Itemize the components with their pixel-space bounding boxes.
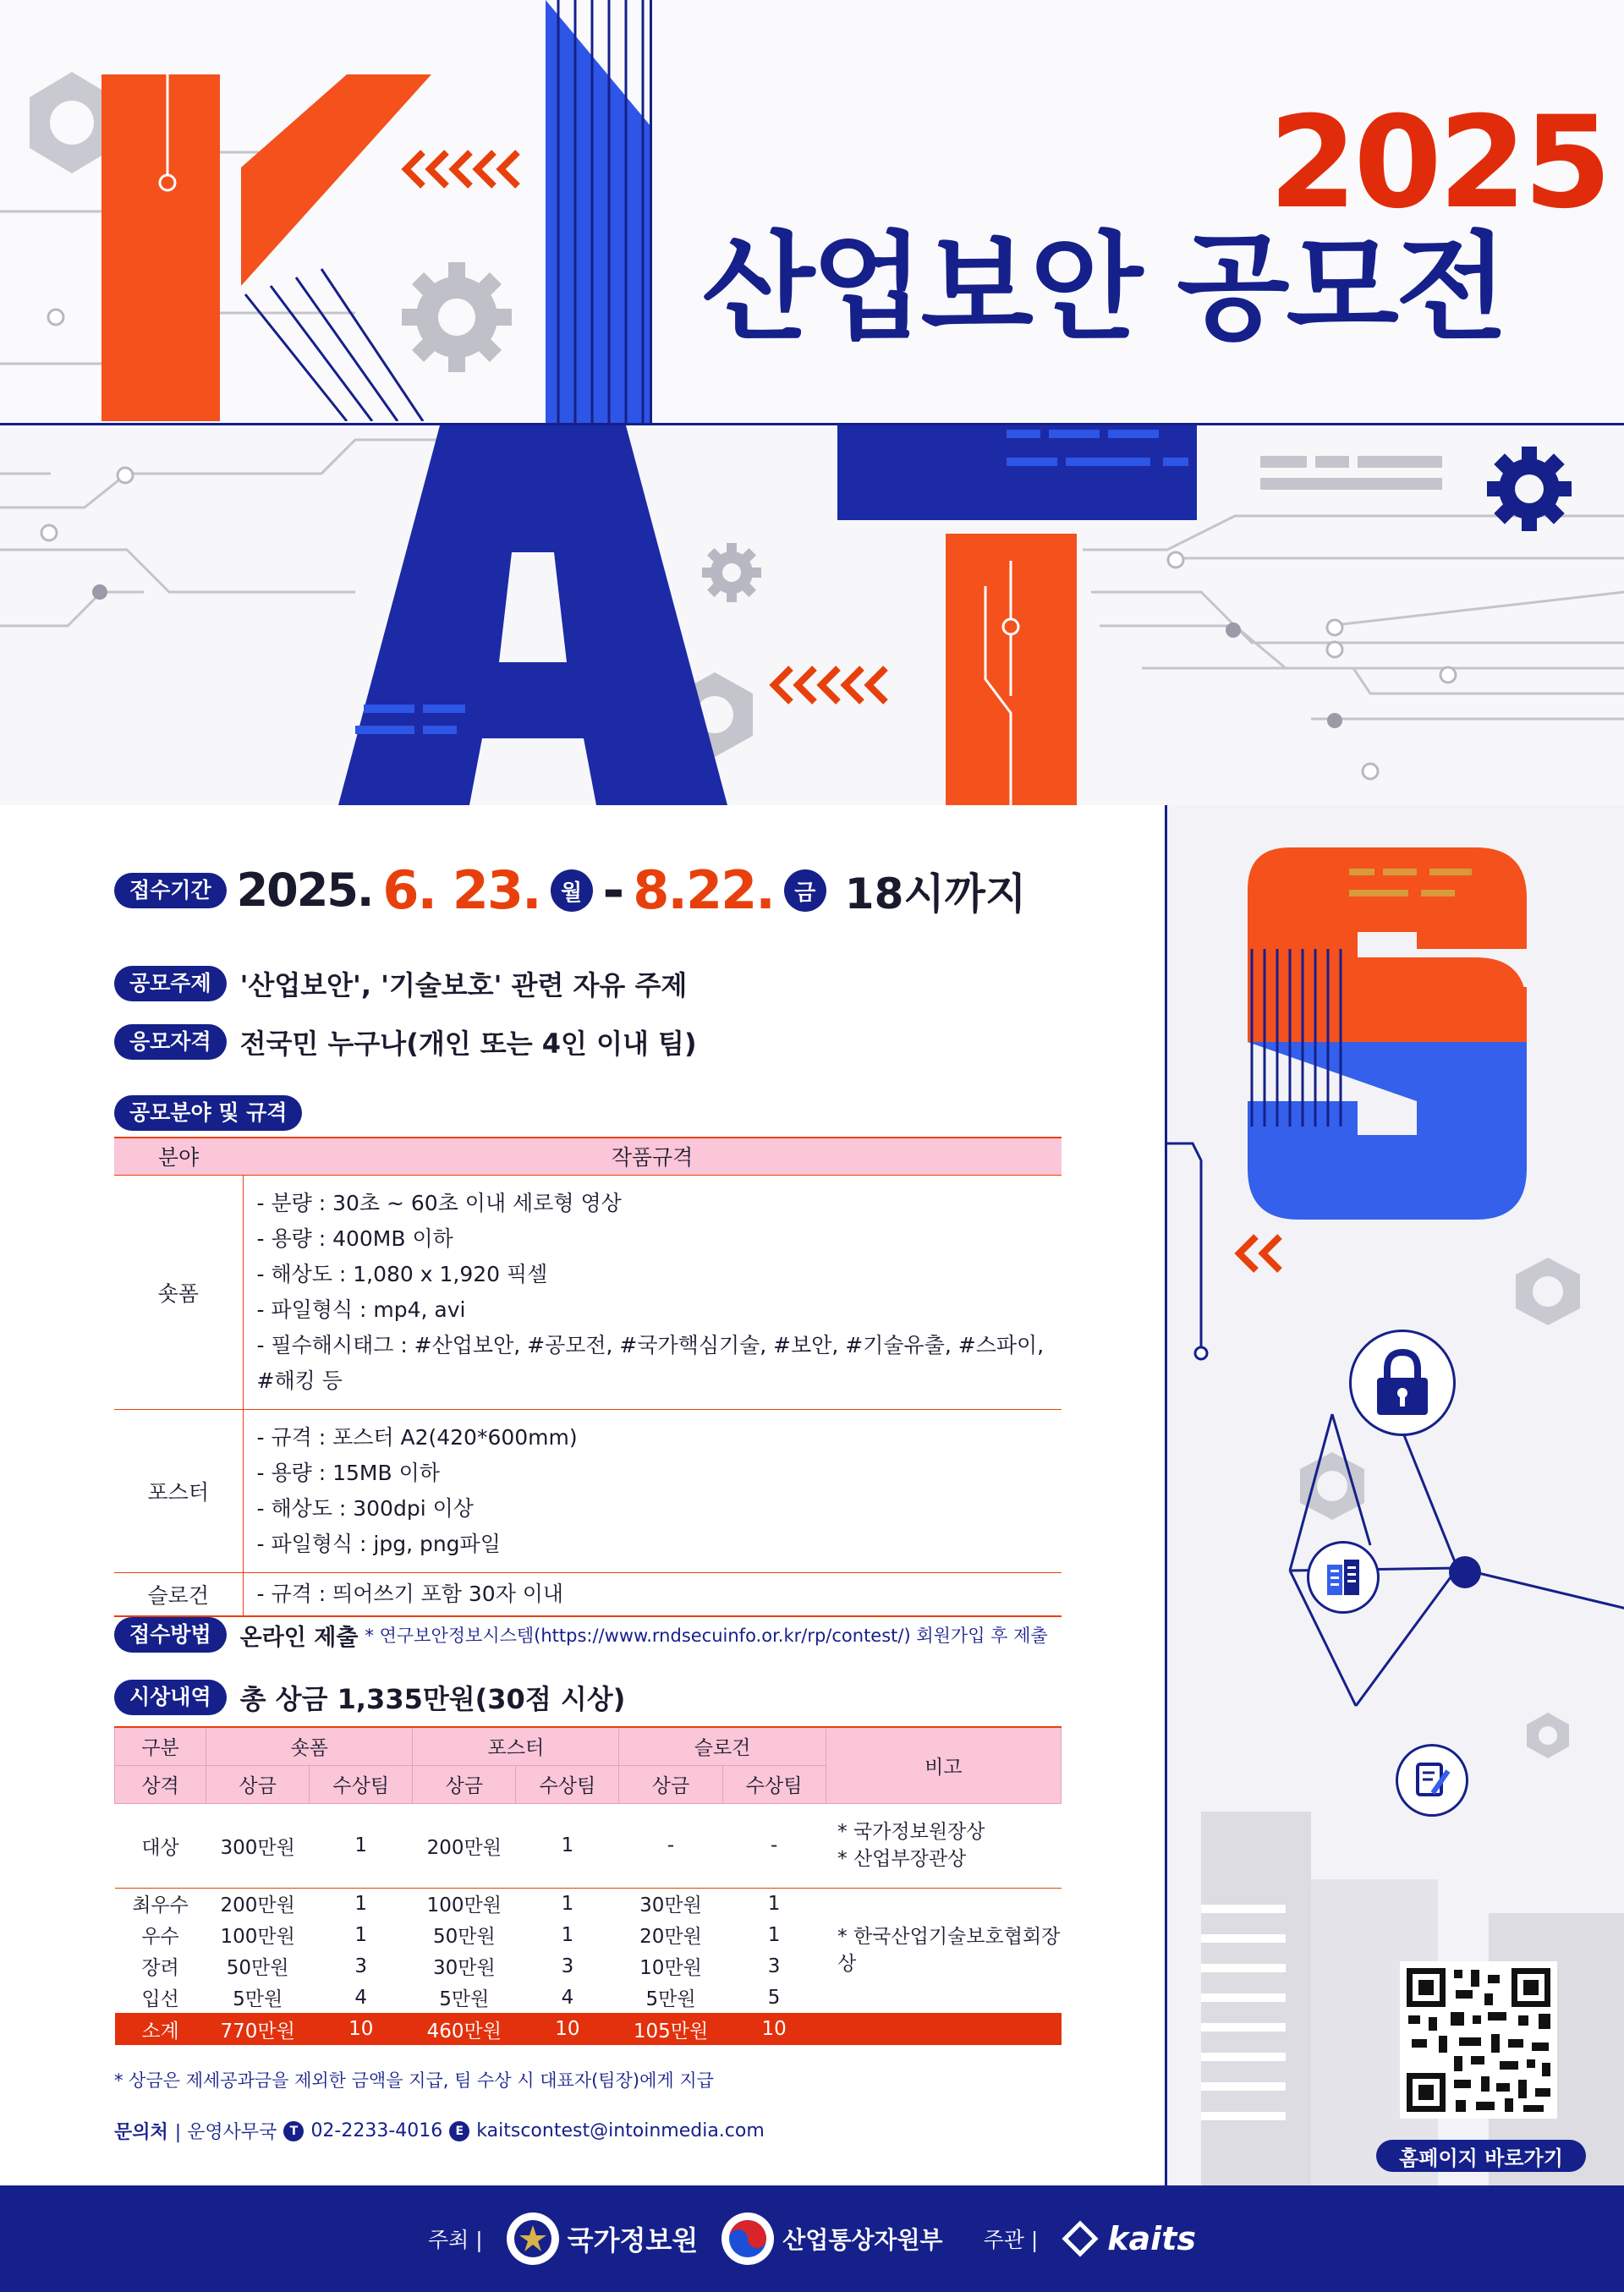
- spec-table: [114, 1137, 1062, 1617]
- prize-cell: 200만원: [220, 1894, 295, 1917]
- contact-email[interactable]: kaitscontest@intoinmedia.com: [476, 2120, 765, 2141]
- prize-cell: -: [722, 1803, 826, 1888]
- period-start: 6. 23.: [382, 859, 540, 921]
- prize-cell: 우수: [141, 1926, 179, 1948]
- contact-phone[interactable]: 02-2233-4016: [310, 2120, 443, 2141]
- title-year: 2025: [1269, 90, 1609, 237]
- prize-cell: 50만원: [432, 1926, 496, 1948]
- phone-icon: T: [283, 2121, 304, 2141]
- building-badge: [1307, 1541, 1380, 1614]
- chevrons-left-icon: [1231, 1228, 1298, 1279]
- prize-header: 포스터: [413, 1727, 619, 1765]
- prize-cell: 300만원: [206, 1803, 310, 1888]
- lock-badge: [1349, 1330, 1456, 1436]
- contact-label: 문의처: [114, 2122, 168, 2143]
- circuit-line-graphic: [1167, 1127, 1218, 1380]
- spec-field: 슬로건: [114, 1572, 243, 1616]
- prize-cell: 최우수: [132, 1894, 189, 1917]
- awards-row: [114, 1678, 625, 1717]
- submit-text: 온라인 제출: [239, 1624, 359, 1651]
- prize-table: [114, 1726, 1062, 2045]
- spec-row-slogan: [114, 1572, 1062, 1616]
- prize-cell: 10만원: [639, 1957, 702, 1979]
- prize-subheader: 상금: [619, 1765, 722, 1803]
- prize-subheader: 수상팀: [516, 1765, 619, 1803]
- prize-cell: 3: [767, 1955, 781, 1977]
- contact-info: [114, 2118, 765, 2144]
- prize-cell: 4: [354, 1986, 368, 2009]
- prize-cell: 5만원: [645, 1988, 696, 2010]
- prize-cell: 100만원: [220, 1926, 295, 1948]
- spec-header-specs: 작품규격: [243, 1138, 1062, 1175]
- spec-heading-row: [114, 1095, 302, 1131]
- prize-cell: 소계: [115, 2013, 206, 2045]
- spec-item: - 분량 : 30초 ~ 60초 이내 세로형 영상: [256, 1190, 622, 1215]
- prize-subheader: 상격: [115, 1765, 206, 1803]
- period-dash: -: [602, 859, 623, 921]
- prize-cell: 100만원: [426, 1894, 502, 1917]
- prize-cell: 1: [561, 1923, 574, 1946]
- lock-icon: [1372, 1347, 1433, 1418]
- spec-item: - 해상도 : 1,080 x 1,920 픽셀: [256, 1261, 548, 1286]
- gear-icon: [1485, 445, 1573, 533]
- organizer-kaits: [1062, 2220, 1196, 2257]
- prize-cell: 10: [516, 2013, 619, 2045]
- host1-name: 국가정보원: [567, 2224, 699, 2256]
- hero-divider: [0, 423, 1624, 425]
- period-end-day: 금: [784, 869, 826, 912]
- topic-row: [114, 964, 687, 1003]
- prize-cell: 20만원: [639, 1926, 702, 1948]
- submit-note: * 연구보안정보시스템(https://www.rndsecuinfo.or.kr/rp/contest/) 회원가입 후 제출: [365, 1626, 1048, 1646]
- eligibility-row: [114, 1023, 697, 1061]
- eligibility-text: 전국민 누구나(개인 또는 4인 이내 팀): [239, 1028, 697, 1060]
- prize-note-bottom: * 한국산업기술보호협회장상: [837, 1926, 1061, 1976]
- prize-cell: 10: [722, 2013, 826, 2045]
- prize-cell: 1: [516, 1803, 619, 1888]
- prize-subheader: 수상팀: [310, 1765, 413, 1803]
- chevrons-left-icon: [398, 144, 524, 195]
- awards-label: 시상내역: [114, 1680, 227, 1715]
- prize-footnote: * 상금은 제세공과금을 제외한 금액을 지급, 팀 수상 시 대표자(팀장)에게 지급: [114, 2070, 714, 2091]
- spec-item: - 해상도 : 300dpi 이상: [256, 1495, 474, 1521]
- prize-subheader: 상금: [206, 1765, 310, 1803]
- prize-cell: 200만원: [413, 1803, 516, 1888]
- spec-item: - 규격 : 띄어쓰기 포함 30자 이내: [256, 1581, 564, 1606]
- spec-item: - 필수해시태그 : #산업보안, #공모전, #국가핵심기술, #보안, #기술유출, #스파이, #해킹 등: [256, 1332, 1045, 1393]
- prize-cell: 10: [310, 2013, 413, 2045]
- spec-row-poster: [114, 1409, 1062, 1572]
- right-decoration-column: [1165, 805, 1624, 2185]
- prize-cell: 5만원: [233, 1988, 283, 2010]
- spec-item: - 용량 : 15MB 이하: [256, 1460, 440, 1485]
- prize-note-top: [826, 1803, 1061, 1888]
- prize-cell: 장려: [141, 1957, 179, 1979]
- page-title: 산업보안 공모전: [702, 220, 1506, 356]
- prize-cell: 30만원: [639, 1894, 702, 1917]
- prize-row: [115, 1888, 1062, 1919]
- prize-cell: 105만원: [619, 2013, 722, 2045]
- spec-field: 포스터: [114, 1409, 243, 1572]
- contact-office: | 운영사무국: [174, 2122, 277, 2143]
- prize-note-line: * 국가정보원장상: [837, 1821, 985, 1843]
- prize-cell: 1: [767, 1892, 781, 1915]
- letter-k-graphic: [102, 74, 448, 421]
- prize-cell: 1: [354, 1923, 368, 1946]
- topic-text: '산업보안', '기술보호' 관련 자유 주제: [239, 969, 688, 1001]
- prize-cell: 5: [767, 1986, 781, 2009]
- prize-subheader: 수상팀: [722, 1765, 826, 1803]
- prize-subtotal-row: [115, 2013, 1062, 2045]
- letter-t-graphic: [837, 425, 1197, 805]
- prize-row: [115, 1803, 1062, 1888]
- prize-cell: 5만원: [439, 1988, 490, 2010]
- prize-cell: 3: [561, 1955, 574, 1977]
- organizer-label: 주관 |: [983, 2228, 1039, 2252]
- prize-cell: 1: [310, 1803, 413, 1888]
- awards-text: 총 상금 1,335만원(30점 시상): [239, 1683, 626, 1715]
- prize-header: 숏폼: [206, 1727, 413, 1765]
- prize-header: 비고: [826, 1727, 1061, 1803]
- period-end: 8.22.: [633, 859, 774, 921]
- prize-cell: 3: [354, 1955, 368, 1977]
- spec-item: - 파일형식 : jpg, png파일: [256, 1531, 501, 1556]
- topic-label: 공모주제: [114, 966, 227, 1001]
- prize-cell: 1: [561, 1892, 574, 1915]
- host-nis: [507, 2212, 699, 2265]
- prize-cell: 4: [561, 1986, 574, 2009]
- network-node: [1449, 1556, 1481, 1588]
- nis-emblem-icon: [507, 2212, 559, 2265]
- prize-cell: 50만원: [226, 1957, 289, 1979]
- prize-header: 슬로건: [619, 1727, 826, 1765]
- prize-cell: 대상: [115, 1803, 206, 1888]
- homepage-link-button[interactable]: 홈페이지 바로가기: [1376, 2140, 1586, 2172]
- taegeuk-icon: [721, 2212, 774, 2265]
- blue-stripe-graphic: [546, 0, 651, 423]
- submission-period: [114, 860, 1026, 921]
- kaits-logo-icon: [1062, 2220, 1099, 2257]
- spec-item: - 용량 : 400MB 이하: [256, 1226, 453, 1251]
- letter-a-graphic: [338, 425, 727, 805]
- prize-subheader: 상금: [413, 1765, 516, 1803]
- spec-item: - 파일형식 : mp4, avi: [256, 1297, 466, 1322]
- email-icon: E: [449, 2121, 469, 2141]
- prize-note-line: * 산업부장관상: [837, 1848, 967, 1870]
- building-icon: [1322, 1556, 1364, 1598]
- spec-label: 공모분야 및 규격: [114, 1095, 302, 1131]
- spec-field: 숏폼: [114, 1175, 243, 1409]
- period-deadline: 18시까지: [844, 869, 1027, 918]
- host-motie: [721, 2212, 942, 2265]
- prize-cell: 770만원: [206, 2013, 310, 2045]
- spec-row-shortform: [114, 1175, 1062, 1409]
- prize-cell: 1: [354, 1892, 368, 1915]
- hero-vertical-rule: [650, 0, 652, 423]
- organizer-name: kaits: [1107, 2220, 1196, 2257]
- period-year: 2025.: [236, 864, 373, 917]
- prize-cell: -: [619, 1803, 722, 1888]
- prize-cell: 입선: [141, 1988, 179, 2010]
- prize-cell: 1: [767, 1923, 781, 1946]
- prize-cell: [826, 2013, 1061, 2045]
- host2-name: 산업통상자원부: [782, 2226, 943, 2254]
- prize-cell: 30만원: [432, 1957, 496, 1979]
- letter-s-graphic: [1248, 847, 1527, 1220]
- period-start-day: 월: [551, 869, 593, 912]
- submit-label: 접수방법: [114, 1617, 227, 1653]
- period-label: 접수기간: [114, 873, 227, 908]
- footer: [0, 2185, 1624, 2292]
- prize-header: 구분: [115, 1727, 206, 1765]
- submit-row: [114, 1617, 1048, 1653]
- prize-cell: 460만원: [413, 2013, 516, 2045]
- spec-header-field: 분야: [114, 1138, 243, 1175]
- eligibility-label: 응모자격: [114, 1024, 227, 1060]
- spec-item: - 규격 : 포스터 A2(420*600mm): [256, 1424, 578, 1450]
- host-label: 주최 |: [428, 2228, 483, 2252]
- qr-code[interactable]: [1400, 1961, 1557, 2119]
- hero-banner: [0, 0, 1624, 805]
- gray-bars-graphic: [1260, 452, 1442, 495]
